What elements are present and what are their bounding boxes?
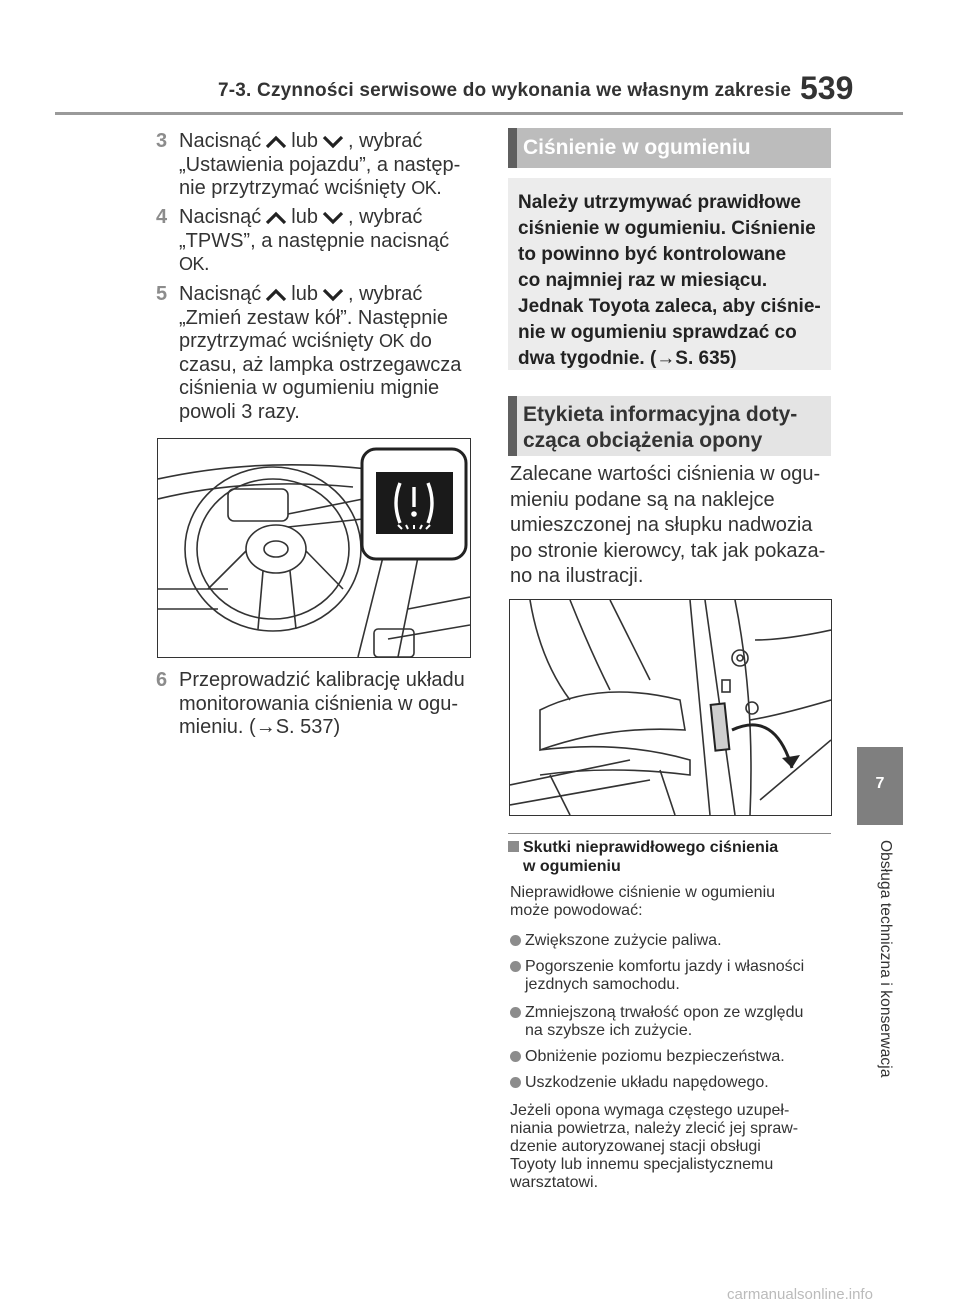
step-4 — [156, 206, 489, 277]
tire-info-label — [711, 703, 730, 750]
steering-wheel-drawing — [158, 439, 470, 657]
chapter-number: 7 — [875, 775, 885, 792]
ok-button-glyph: OK — [179, 254, 205, 274]
round-bullet-icon — [510, 1077, 521, 1088]
chapter-tab — [857, 747, 903, 825]
round-bullet-icon — [510, 1007, 521, 1018]
ok-button-glyph: OK — [379, 331, 405, 351]
step-3 — [156, 130, 489, 201]
intro-text: Należy utrzymywać prawidłowe ciśnienie w ogumieniu. Ciśnienie to powinno być kontrolowane co najmniej raz w miesiącu. Jednak Toyota zaleca, aby ciśnie- nie w ogumieniu sprawdzać co dwa tygodnie. (→S. 635) — [518, 192, 821, 369]
round-bullet-icon — [510, 961, 521, 972]
chevron-up-icon — [265, 135, 287, 149]
dashboard-illustration — [157, 438, 471, 658]
page-number: 539 — [800, 70, 854, 106]
step-number: 3 — [156, 130, 168, 152]
chapter-side-label: Obsługa techniczna i konserwacja — [877, 840, 894, 1078]
square-bullet-icon — [508, 841, 519, 852]
round-bullet-icon — [510, 935, 521, 946]
running-header: 7-3. Czynności serwisowe do wykonania we własnym zakresie — [218, 80, 792, 101]
section-heading-tire-pressure — [508, 128, 831, 168]
step-text: Przeprowadzić kalibrację układu monitorowania ciśnienia w ogu- mieniu. (→S. 537) — [179, 669, 465, 738]
ok-button-glyph: OK — [411, 178, 437, 198]
closing-paragraph: Jeżeli opona wymaga częstego uzupeł- niania powietrza, należy zlecić jej spraw- dzenie autoryzowanej stacji obsługi Toyoty lub innemu specjalistycznemu warsztatowi. — [510, 1102, 799, 1191]
chevron-down-icon — [322, 288, 344, 302]
step-number: 6 — [156, 669, 168, 691]
step-5 — [156, 283, 489, 424]
step-text: Nacisnąć lub , wybrać „Ustawienia pojazdu”, a następ- nie przytrzymać wciśnięty OK. — [179, 130, 461, 199]
section-title: Etykieta informacyjna doty- cząca obciążenia opony — [523, 403, 798, 452]
step-text: Nacisnąć lub , wybrać „Zmień zestaw kół”. Następnie przytrzymać wciśnięty OK do czasu, aż lampka ostrzegawcza ciśnienia w ogumieniu mignie powoli 3 razy. — [179, 283, 462, 423]
step-number: 4 — [156, 206, 168, 228]
list-item: Zmniejszoną trwałość opon ze względu na szybsze ich zużycie. — [510, 1004, 833, 1040]
round-bullet-icon — [510, 1051, 521, 1062]
door-pillar-illustration — [509, 599, 832, 816]
pointer-arrow — [732, 725, 792, 768]
chevron-up-icon — [265, 211, 287, 225]
chevron-down-icon — [322, 135, 344, 149]
list-item: Pogorszenie komfortu jazdy i własności jezdnych samochodu. — [510, 958, 833, 994]
step-number: 5 — [156, 283, 168, 305]
chevron-up-icon — [265, 288, 287, 302]
subsection-heading: Skutki nieprawidłowego ciśnienia w ogumieniu — [508, 838, 831, 876]
section-heading-tire-label — [508, 396, 831, 456]
header-rule — [55, 112, 903, 115]
section-title: Ciśnienie w ogumieniu — [523, 136, 751, 159]
list-item: Zwiększone zużycie paliwa. — [510, 932, 833, 950]
chevron-down-icon — [322, 211, 344, 225]
footer-watermark: carmanualsonline.info — [727, 1286, 873, 1303]
seat-and-pillar-drawing — [510, 600, 831, 815]
tire-label-paragraph: Zalecane wartości ciśnienia w ogu- mieniu podane są na naklejce umieszczonej na słupku nadwozia po stronie kierowcy, tak jak pokaza- no na ilustracji. — [510, 463, 826, 587]
subsection-rule — [508, 833, 831, 834]
list-item: Uszkodzenie układu napędowego. — [510, 1074, 833, 1092]
list-item: Obniżenie poziomu bezpieczeństwa. — [510, 1048, 833, 1066]
step-6 — [156, 669, 489, 740]
intro-box — [508, 178, 831, 370]
step-text: Nacisnąć lub , wybrać „TPWS”, a następnie nacisnąć OK. — [179, 206, 450, 275]
subsection-intro: Nieprawidłowe ciśnienie w ogumieniu może powodować: — [510, 884, 776, 919]
